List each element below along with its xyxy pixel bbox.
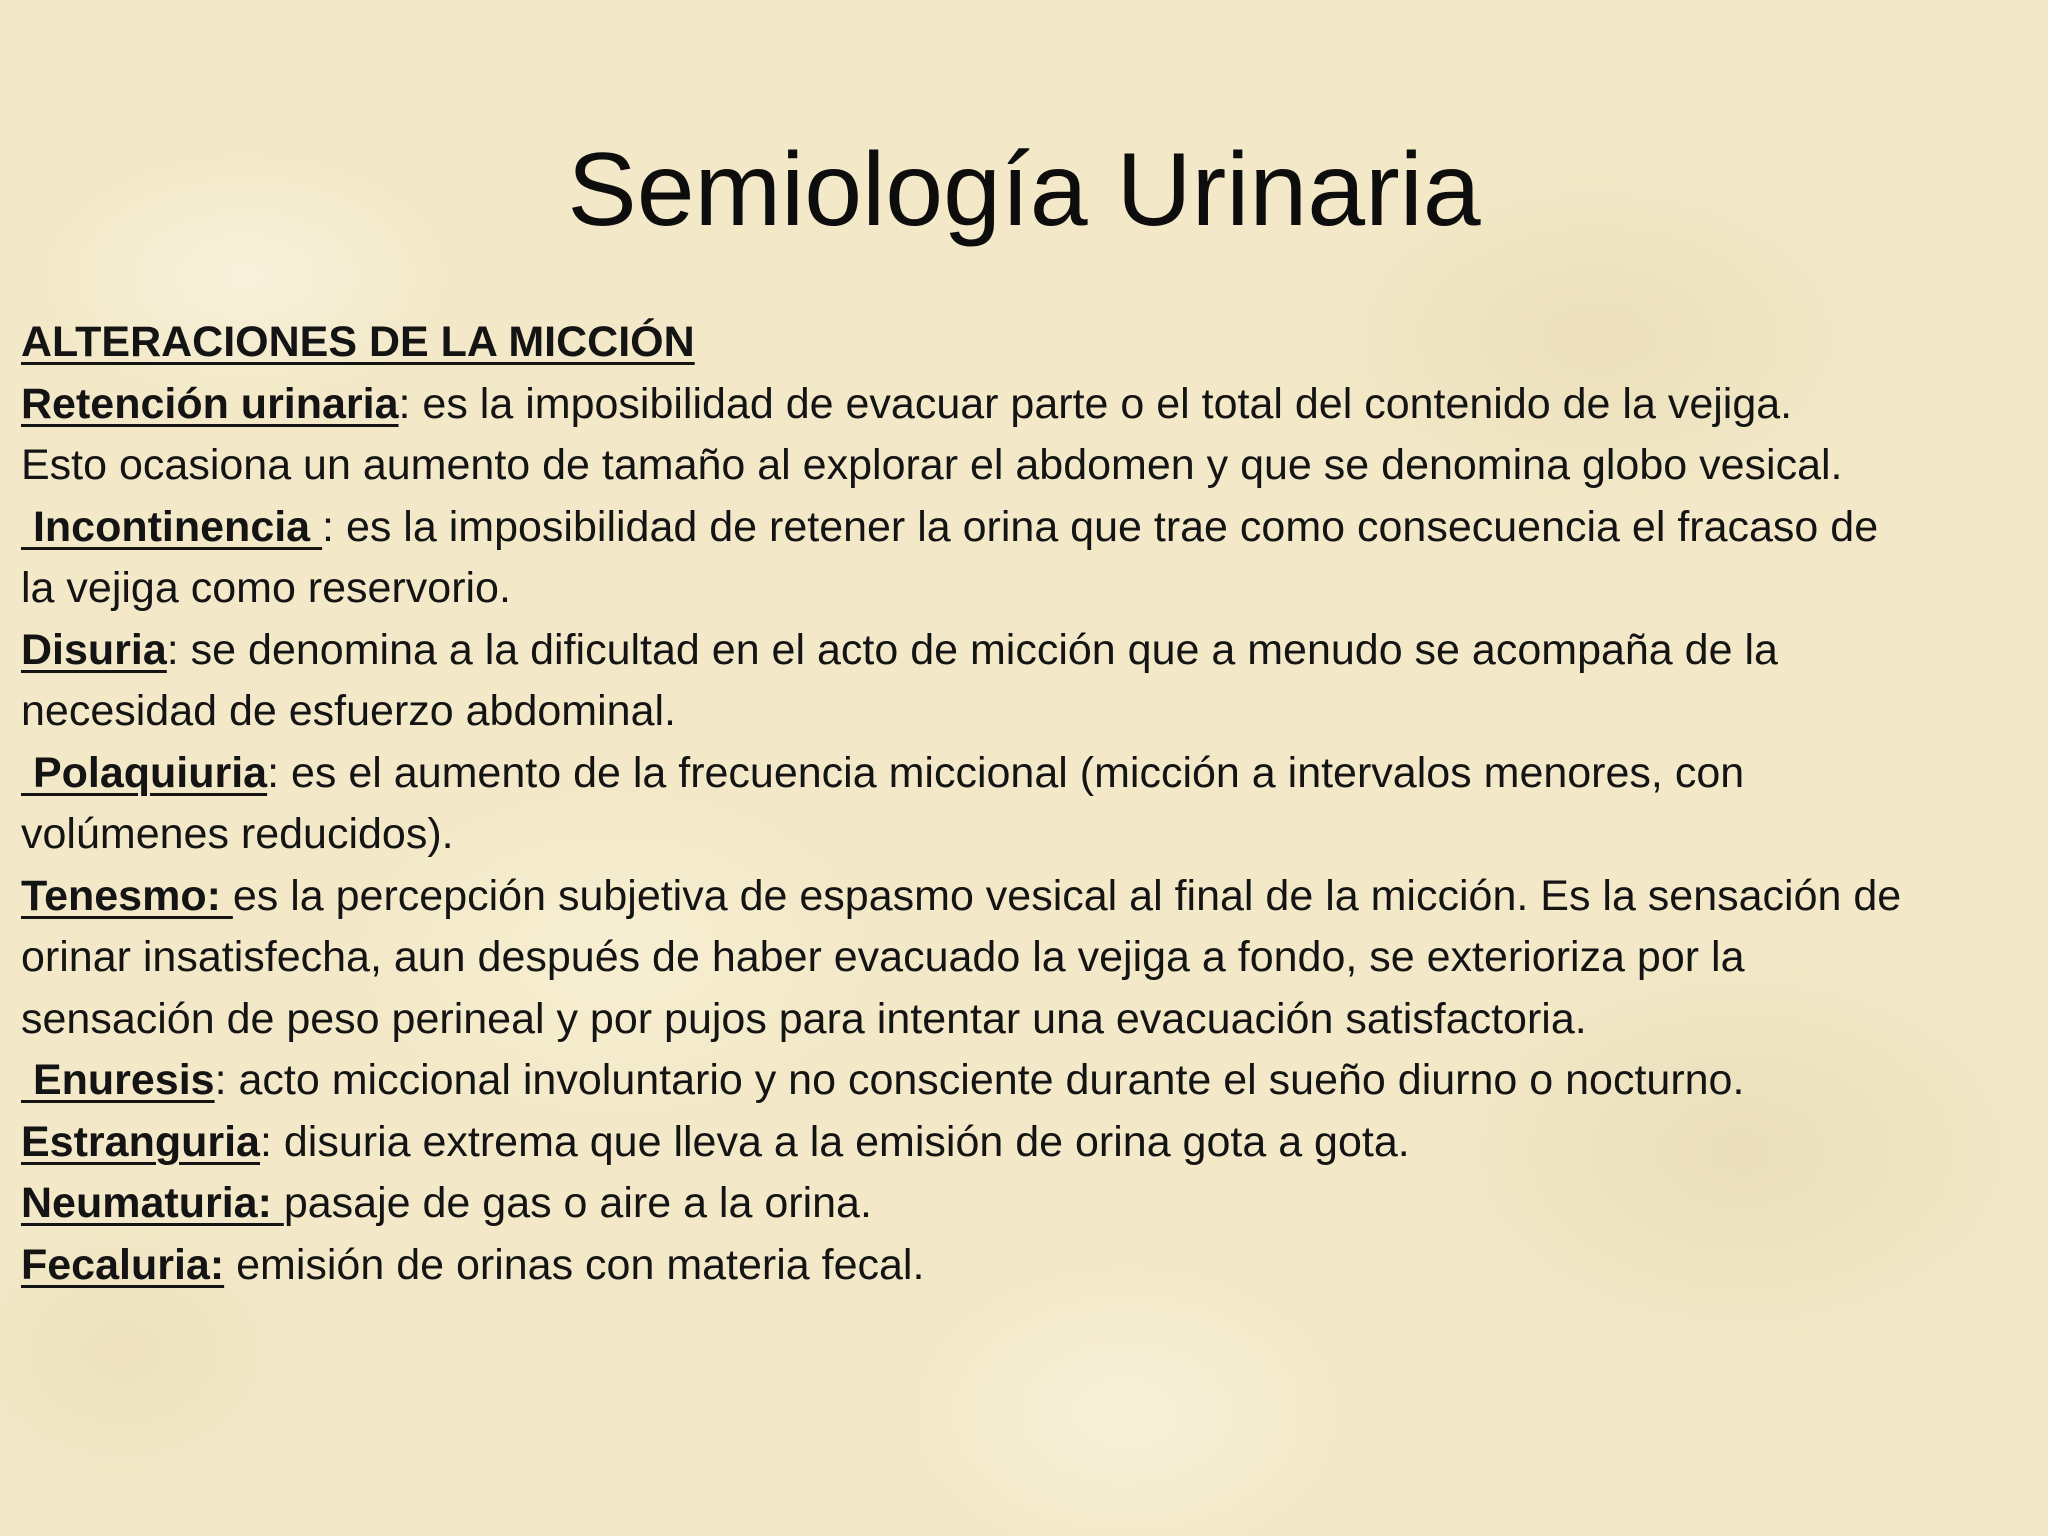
entry-fecaluria-line-1 [21,1235,2031,1297]
definition-text: emisión de orinas con materia fecal. [224,1240,925,1289]
entry-tenesmo-line-3 [21,989,2031,1051]
entry-incontinencia-line-1 [21,497,2031,559]
term-disuria: Disuria [21,625,167,674]
entry-disuria-line-2 [21,681,2031,743]
definition-text: : se denomina a la dificultad en el acto de micción que a menudo se acompaña de la [166,625,1778,674]
definition-text: : disuria extrema que lleva a la emisión de orina gota a gota. [259,1117,1410,1166]
entry-polaquiuria-line-2 [21,804,2031,866]
term-retencion-urinaria: Retención urinaria [21,379,399,428]
term-incontinencia: Incontinencia [21,502,323,551]
section-heading: ALTERACIONES DE LA MICCIÓN [21,318,695,366]
definition-text: es la percepción subjetiva de espasmo vesical al final de la micción. Es la sensación de [232,871,1902,920]
definition-text: : acto miccional involuntario y no consciente durante el sueño diurno o nocturno. [214,1056,1745,1104]
entry-incontinencia-line-2 [21,558,2031,620]
term-polaquiuria: Polaquiuria [21,748,268,797]
slide-body [21,312,2031,1296]
definition-text: la vejiga como reservorio. [21,564,511,612]
term-enuresis: Enuresis [21,1056,215,1104]
definition-text: : es el aumento de la frecuencia miccional (micción a intervalos menores, con [267,748,1745,797]
entry-retencion-line-2 [21,435,2031,497]
definition-text: volúmenes reducidos). [21,810,454,858]
entry-estranguria-line-1 [21,1112,2031,1174]
entry-disuria-line-1 [21,620,2031,682]
term-estranguria: Estranguria [21,1117,260,1166]
definition-text: : es la imposibilidad de retener la orina que trae como consecuencia el fracaso de [322,502,1879,551]
entry-tenesmo-line-2 [21,927,2031,989]
term-tenesmo: Tenesmo: [21,871,233,920]
section-heading-line [21,312,2031,374]
definition-text: sensación de peso perineal y por pujos para intentar una evacuación satisfactoria. [21,994,1587,1043]
definition-text: Esto ocasiona un aumento de tamaño al explorar el abdomen y que se denomina globo vesical. [21,441,1843,489]
term-neumaturia: Neumaturia: [21,1179,284,1227]
entry-enuresis-line-1 [21,1050,2031,1112]
definition-text: necesidad de esfuerzo abdominal. [21,687,676,735]
definition-text: pasaje de gas o aire a la orina. [283,1179,872,1227]
slide-title: Semiología Urinaria [567,132,1481,248]
entry-neumaturia-line-1 [21,1173,2031,1235]
entry-tenesmo-line-1 [21,866,2031,928]
term-fecaluria: Fecaluria: [21,1240,225,1289]
definition-text: : es la imposibilidad de evacuar parte o el total del contenido de la vejiga. [398,379,1793,428]
definition-text: orinar insatisfecha, aun después de haber evacuado la vejiga a fondo, se exterioriza por la [21,933,1745,981]
entry-retencion-line-1 [21,374,2031,436]
entry-polaquiuria-line-1 [21,743,2031,805]
